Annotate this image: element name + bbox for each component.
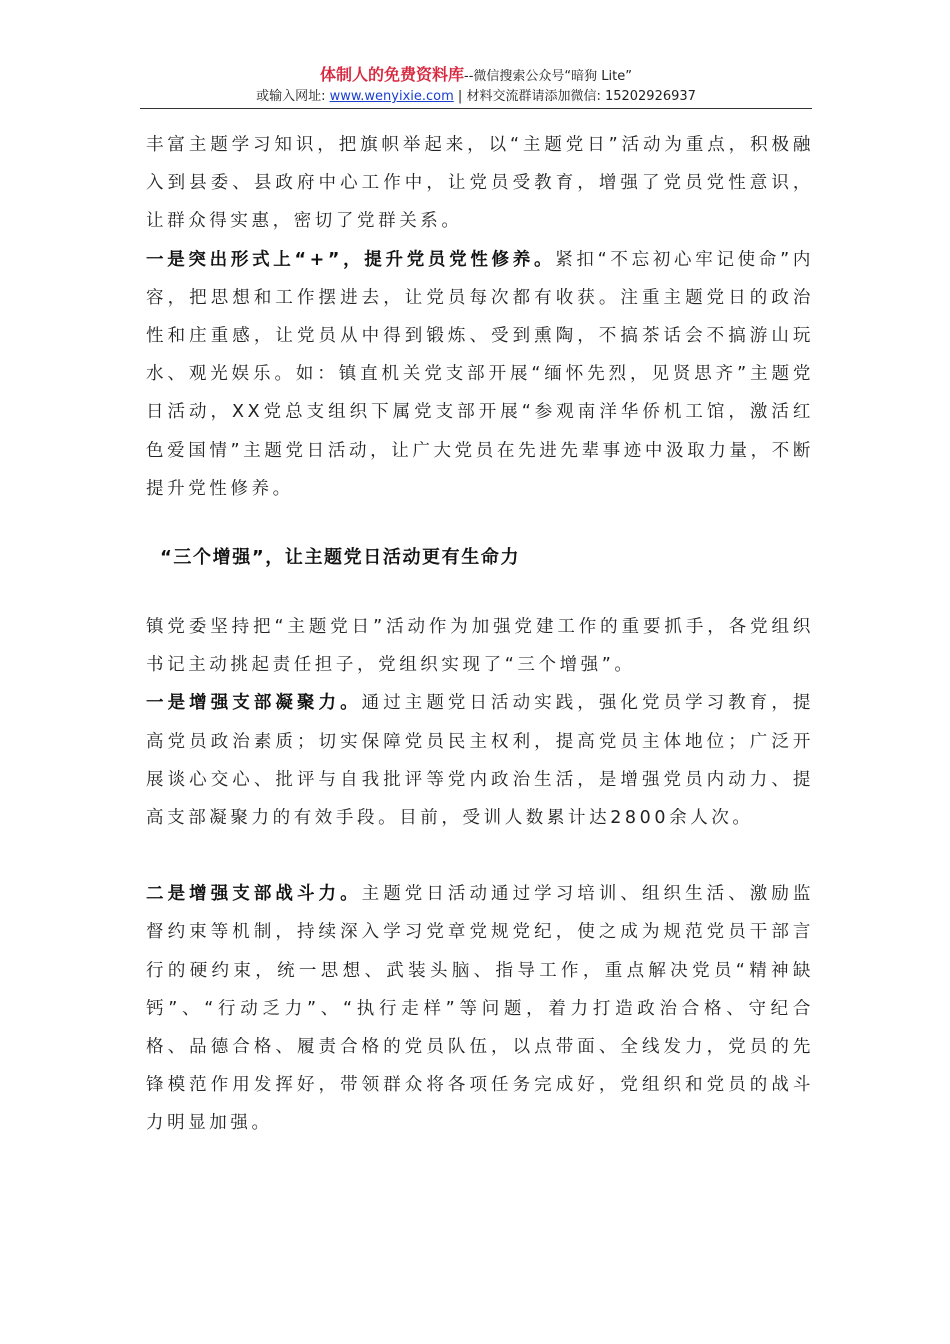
header-slogan: --微信搜索公众号“暗狗 Lite” — [464, 69, 632, 84]
header-divider — [140, 108, 812, 109]
paragraph-form-lead: 一是突出形式上“+”，提升党员党性修养。 — [146, 249, 556, 270]
paragraph-combat — [146, 875, 814, 1142]
paragraph-combat-text: 主题党日活动通过学习培训、组织生活、激励监督约束等机制，持续深入学习党章党规党纪，使之成为规范党员干部言行的硬约束，统一思想、武装头脑、指导工作，重点解决党员“精神缺钙”、“行动乏力”、“执行走样”等问题，着力打造政治合格、守纪合格、品德合格、履责合格的党员队伍，以点带面、全线发力，党员的先锋模范作用发挥好，带领群众将各项任务完成好，党组织和党员的战斗力明显加强。 — [146, 884, 814, 1134]
paragraph-cohesion — [146, 684, 814, 837]
paragraph-cohesion-lead: 一是增强支部凝聚力。 — [146, 693, 362, 714]
paragraph-form — [146, 241, 814, 508]
header-url-prefix: 或输入网址: — [256, 89, 330, 104]
spacer — [146, 570, 814, 608]
section-heading: “三个增强”，让主题党日活动更有生命力 — [160, 547, 521, 569]
header-title-line — [140, 64, 812, 88]
header-contact: | 材料交流群请添加微信: 15202926937 — [453, 89, 696, 104]
header-brand: 体制人的免费资料库 — [320, 65, 465, 84]
spacer — [146, 508, 814, 546]
page-header — [140, 64, 812, 106]
paragraph-form-text: 紧扣“不忘初心牢记使命”内容，把思想和工作摆进去，让党员每次都有收获。注重主题党日的政治性和庄重感，让党员从中得到锻炼、受到熏陶，不搞茶话会不搞游山玩水、观光娱乐。如：镇直机关党支部开展“缅怀先烈，见贤思齐”主题党日活动，XX党总支组织下属党支部开展“参观南洋华侨机工馆，激活红色爱国情”主题党日活动，让广大党员在先进先辈事迹中汲取力量，不断提升党性修养。 — [146, 249, 814, 499]
spacer — [146, 837, 814, 875]
header-website-link[interactable]: www.wenyixie.com — [329, 89, 454, 104]
paragraph-intro: 丰富主题学习知识，把旗帜举起来，以“主题党日”活动为重点，积极融入到县委、县政府中心工作中，让党员受教育，增强了党员党性意识，让群众得实惠，密切了党群关系。 — [146, 135, 814, 232]
paragraph-cohesion-text: 通过主题党日活动实践，强化党员学习教育，提高党员政治素质；切实保障党员民主权利，提高党员主体地位；广泛开展谈心交心、批评与自我批评等党内政治生活，是增强党员内动力、提高支部凝聚力的有效手段。目前，受训人数累计达2800余人次。 — [146, 693, 814, 829]
document-body — [146, 126, 814, 1143]
header-contact-line — [140, 88, 812, 106]
paragraph-three-strengthen: 镇党委坚持把“主题党日”活动作为加强党建工作的重要抓手，各党组织书记主动挑起责任担子，党组织实现了“三个增强”。 — [146, 617, 814, 676]
paragraph-combat-lead: 二是增强支部战斗力。 — [146, 884, 362, 905]
